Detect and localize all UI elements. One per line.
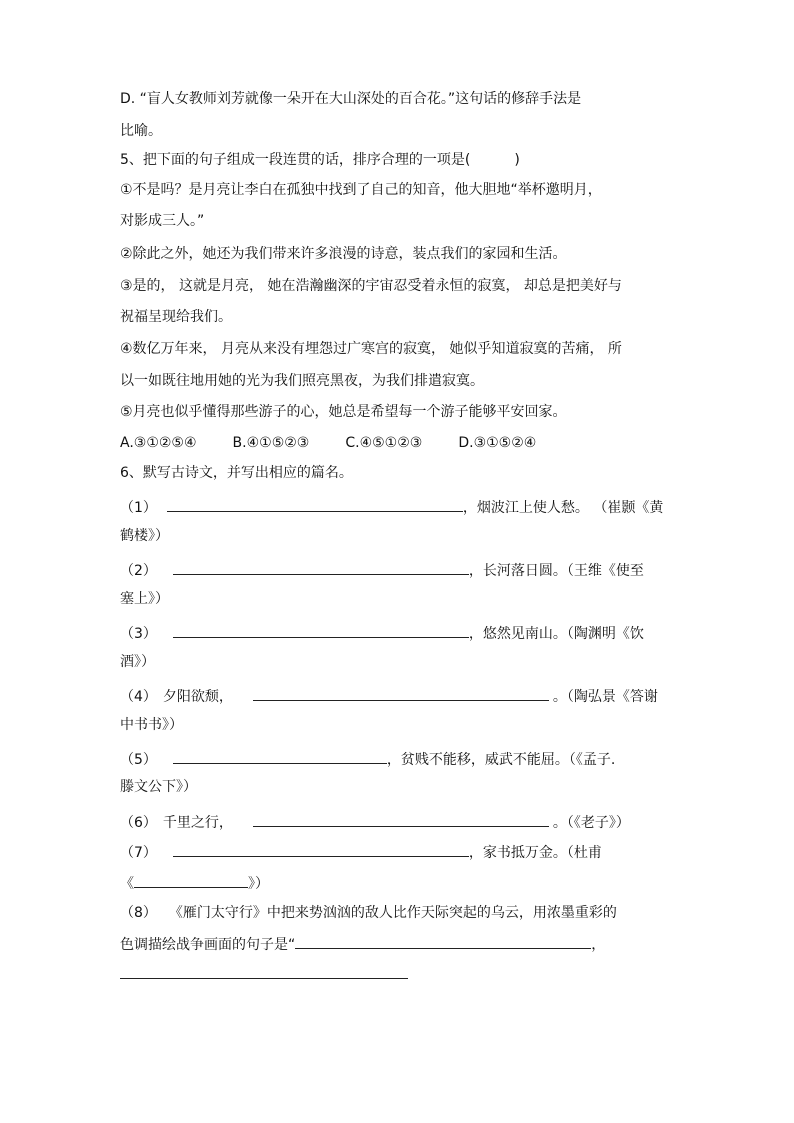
option-d-line-1: D. “盲人女教师刘芳就像一朵开在大山深处的百合花。”这句话的修辞手法是 [120,91,582,107]
item-6-text: 。（《老子》） [552,815,630,831]
item-6 [120,812,630,833]
item-5 [120,749,615,770]
item-2-blank[interactable] [173,560,469,575]
option-d[interactable]: D.③①⑤②④ [458,435,537,451]
question-5-title [120,150,520,170]
item-8-blank-2[interactable] [120,964,408,979]
option-d-line-2: 比喻。 [120,123,162,139]
item-7-wrap [120,873,269,894]
item-2-text: ，长河落日圆。（王维《使至 [468,563,644,579]
sentence-4-line-1: ④数亿万年来， 月亮从来没有埋怨过广寒宫的寂寞， 她似乎知道寂寞的苦痛， 所 [120,341,622,357]
question-6-title: 6、默写古诗文，并写出相应的篇名。 [120,465,353,481]
item-4 [120,686,658,707]
item-3-number: （3） [120,626,157,642]
item-7-open-bracket: 《 [120,876,134,892]
item-7-title-blank[interactable] [134,873,248,888]
item-6-number: （6） [120,815,157,831]
sentence-1-line-1: ①不是吗？是月亮让李白在孤独中找到了自己的知音，他大胆地“举杯邀明月， [120,182,602,198]
item-8-prompt: 色调描绘战争画面的句子是“ [120,937,296,953]
sentence-1-line-2: 对影成三人。” [120,213,205,229]
answer-options [120,433,536,453]
item-3-wrap: 酒》） [120,654,155,670]
item-5-text: ，贫贱不能移，威武不能屈。（《孟子. [386,752,616,768]
item-5-number: （5） [120,752,157,768]
option-a[interactable]: A.③①②⑤④ [120,435,197,451]
item-1-wrap: 鹤楼》） [120,528,169,544]
sentence-5: ⑤月亮也似乎懂得那些游子的心，她总是希望每一个游子能够平安回家。 [120,404,567,420]
item-8 [120,903,617,923]
option-b[interactable]: B.④①⑤②③ [232,435,310,451]
item-8-comma: ， [591,937,606,953]
item-8-text: 《雁门太守行》中把来势汹汹的敌人比作天际突起的乌云，用浓墨重彩的 [168,905,617,921]
item-2-number: （2） [120,563,157,579]
item-7-close-bracket: 》） [248,876,269,892]
item-7-number: （7） [120,845,157,861]
item-4-wrap: 中书书》） [120,717,183,733]
question-5-prompt: 5、把下面的句子组成一段连贯的话，排序合理的一项是( [120,152,471,168]
item-5-wrap: 滕文公下》） [120,779,197,795]
item-3-text: ，悠然见南山。（陶渊明《饮 [468,626,644,642]
item-4-blank[interactable] [253,686,549,701]
sentence-2: ②除此之外，她还为我们带来许多浪漫的诗意，装点我们的家园和生活。 [120,246,567,262]
item-8-line-2 [120,934,605,955]
item-7-blank[interactable] [173,842,469,857]
sentence-3-line-1: ③是的， 这就是月亮， 她在浩瀚幽深的宇宙忍受着永恒的寂寞， 却总是把美好与 [120,278,622,294]
item-7 [120,842,602,863]
sentence-3-line-2: 祝福呈现给我们。 [120,309,232,325]
sentence-4-line-2: 以一如既往地用她的光为我们照亮黑夜，为我们排遣寂寞。 [120,373,484,389]
item-2 [120,560,644,581]
item-4-text: 。（陶弘景《答谢 [552,689,658,705]
item-8-number: （8） [120,905,157,921]
item-1-text: ，烟波江上使人愁。 （崔颢《黄 [462,500,664,516]
item-6-blank[interactable] [253,812,549,827]
item-1-blank[interactable] [167,497,463,512]
item-2-wrap: 塞上》） [120,591,169,607]
item-8-line-3 [120,964,408,985]
item-4-prefix: 夕阳欲颓， [162,689,233,705]
item-3 [120,623,644,644]
item-5-blank[interactable] [173,749,387,764]
item-4-number: （4） [120,689,157,705]
option-c[interactable]: C.④⑤①②③ [345,435,423,451]
item-1 [120,497,663,518]
question-5-paren-close: ) [514,152,520,168]
item-3-blank[interactable] [173,623,469,638]
item-8-blank-1[interactable] [295,934,591,949]
item-6-prefix: 千里之行， [162,815,233,831]
item-7-text: ，家书抵万金。（杜甫 [468,845,602,861]
item-1-number: （1） [120,500,157,516]
